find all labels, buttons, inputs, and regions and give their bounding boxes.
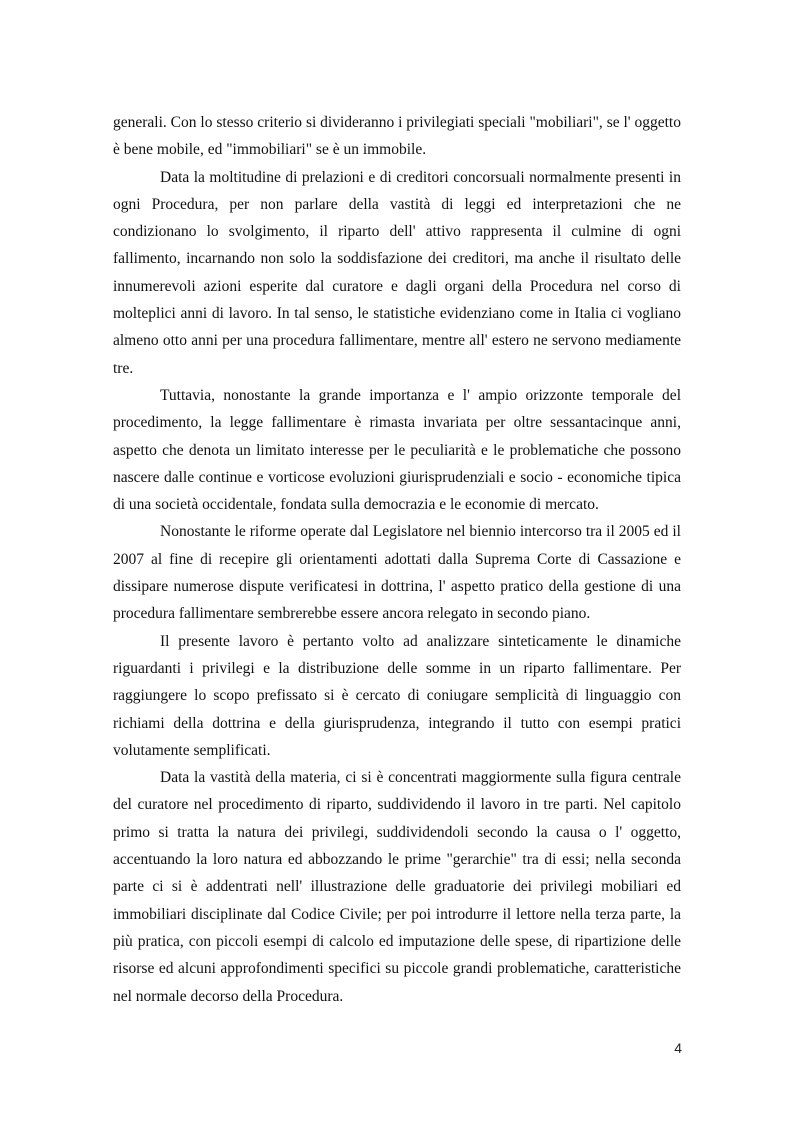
paragraph-vastita: Data la vastità della materia, ci si è concentrati maggiormente sulla figura centrale del curatore nel procedimento di riparto, suddividendo il lavoro in tre parti. Nel capitolo primo si tratta la natura dei privilegi, suddividendoli secondo la causa o l' oggetto, accentuando la loro natura ed abbozzando le prime "gerarchie" tra di essi; nella seconda parte ci si è addentrati nell' illustrazione delle graduatorie dei privilegi mobiliari ed immobiliari disciplinate dal Codice Civile; per poi introdurre il lettore nella terza parte, la più pratica, con piccoli esempi di calcolo ed imputazione delle spese, di ripartizione delle risorse ed alcuni approfondimenti specifici su piccole grandi problematiche, caratteristiche nel normale decorso della Procedura. <box>113 769 681 1005</box>
paragraph-presente-lavoro: Il presente lavoro è pertanto volto ad analizzare sinteticamente le dinamiche riguardanti i privilegi e la distribuzione delle somme in un riparto fallimentare. Per raggiungere lo scopo prefissato si è cercato di coniugare semplicità di linguaggio con richiami della dottrina e della giurisprudenza, integrando il tutto con esempi pratici volutamente semplificati. <box>113 632 681 759</box>
paragraph-riforme: Nonostante le riforme operate dal Legislatore nel biennio intercorso tra il 2005 ed il 2007 al fine di recepire gli orientamenti adottati dalla Suprema Corte di Cassazione e dissipare numerose dispute verificatesi in dottrina, l' aspetto pratico della gestione di una procedura fallimentare sembrerebbe essere ancora relegato in secondo piano. <box>113 523 681 623</box>
paragraph-tuttavia: Tuttavia, nonostante la grande importanza e l' ampio orizzonte temporale del procedimento, la legge fallimentare è rimasta invariata per oltre sessantacinque anni, aspetto che denota un limitato interesse per le peculiarità e le problematiche che possono nascere dalle continue e vorticose evoluzioni giurisprudenziali e socio - economiche tipica di una società occidentale, fondata sulla democrazia e le economie di mercato. <box>113 386 681 514</box>
paragraph-prelazioni: Data la moltitudine di prelazioni e di creditori concorsuali normalmente presenti in ogni Procedura, per non parlare della vastità di leggi ed interpretazioni che ne condizionano lo svolgimento, il riparto dell' attivo rappresenta il culmine di ogni fallimento, incarnando non solo la soddisfazione dei creditori, ma anche il risultato delle innumerevoli azioni esperite dal curatore e dagli organi della Procedura nel corso di molteplici anni di lavoro. In tal senso, le statistiche evidenziano come in Italia ci vogliano almeno otto anni per una procedura fallimentare, mentre all' estero ne servono mediamente tre. <box>113 168 681 377</box>
paragraph-continuation: generali. Con lo stesso criterio si divideranno i privilegiati speciali "mobiliari", se l' oggetto è bene mobile, ed "immobiliari" se è un immobile. <box>113 114 681 159</box>
page-number: 4 <box>674 1040 682 1056</box>
page-body <box>113 109 681 1010</box>
